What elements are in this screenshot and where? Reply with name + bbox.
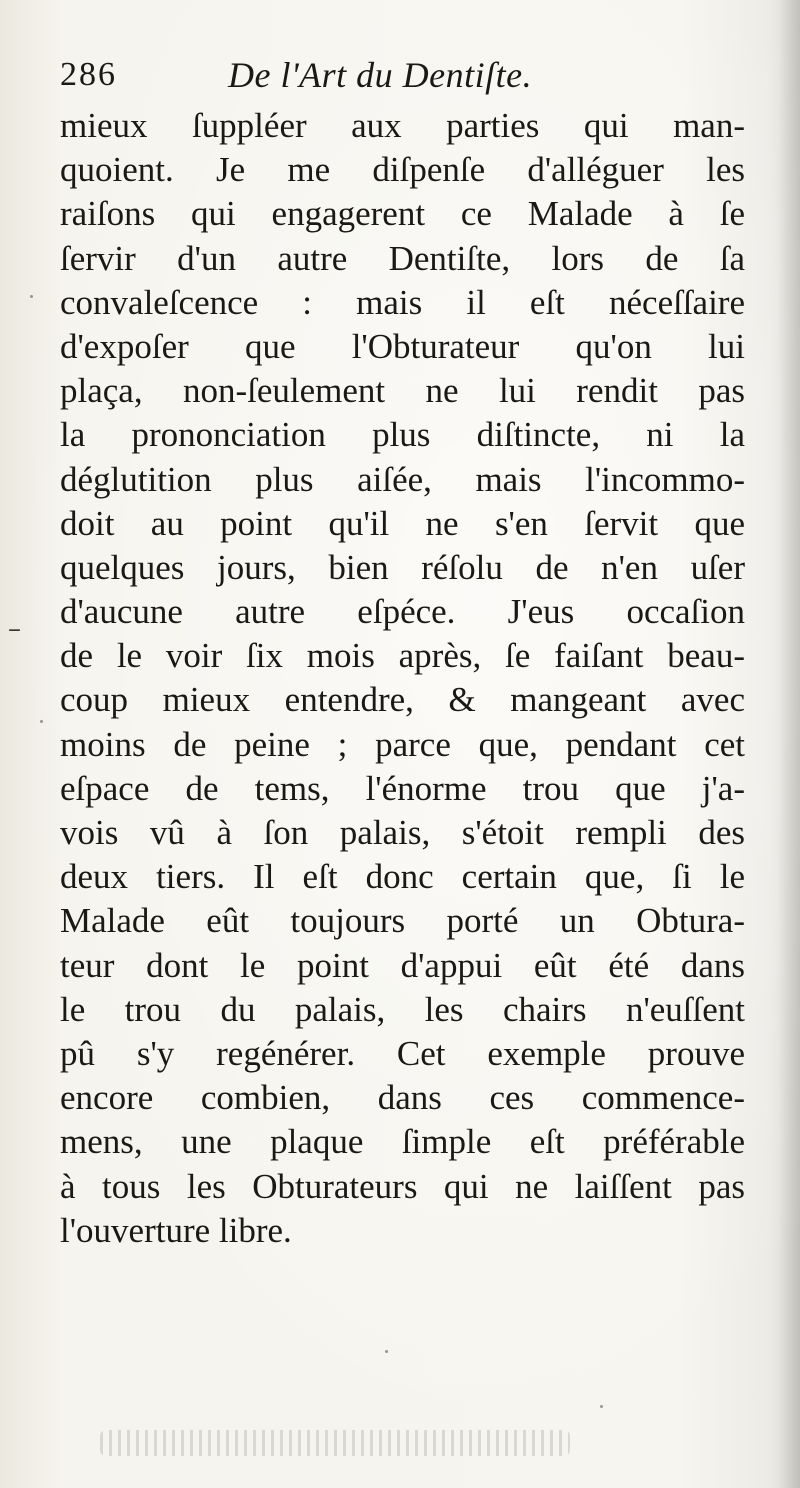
paper-speck xyxy=(30,295,33,298)
page-header xyxy=(60,50,750,100)
text-line: d'expoſer que l'Obturateur qu'on lui xyxy=(60,326,745,366)
text-line: d'aucune autre eſpéce. J'eus occaſion xyxy=(60,592,745,632)
text-line: pû s'y regénérer. Cet exemple prouve xyxy=(60,1033,745,1073)
text-line: eſpace de tems, l'énorme trou que j'a- xyxy=(60,768,745,808)
text-line: doit au point qu'il ne s'en ſervit que xyxy=(60,503,745,543)
paper-speck xyxy=(40,720,43,723)
text-line: coup mieux entendre, & mangeant avec xyxy=(60,680,745,720)
paper-speck xyxy=(385,1350,388,1353)
text-line: de le voir ſix mois après, ſe faiſant beau- xyxy=(60,636,745,676)
text-line: raiſons qui engagerent ce Malade à ſe xyxy=(60,194,745,234)
text-line: mens, une plaque ſimple eſt préférable xyxy=(60,1122,745,1162)
margin-mark: – xyxy=(8,614,21,644)
text-line: ſervir d'un autre Dentiſte, lors de ſa xyxy=(60,238,745,278)
text-line: le trou du palais, les chairs n'euſſent xyxy=(60,989,745,1029)
page-number: 286 xyxy=(60,56,117,93)
text-line: Malade eût toujours porté un Obtura- xyxy=(60,901,745,941)
text-line: vois vû à ſon palais, s'étoit rempli des xyxy=(60,813,745,852)
text-line: l'ouverture libre. xyxy=(60,1210,292,1250)
ink-smudge xyxy=(100,1430,570,1456)
page-gutter-shadow xyxy=(778,0,800,1488)
text-line: quoient. Je me diſpenſe d'alléguer les xyxy=(60,150,745,190)
text-line: teur dont le point d'appui eût été dans xyxy=(60,945,745,985)
text-line: encore combien, dans ces commence- xyxy=(60,1078,745,1118)
text-line: deux tiers. Il eſt donc certain que, ſi le xyxy=(60,857,745,897)
text-line: quelques jours, bien réſolu de n'en uſer xyxy=(60,547,745,587)
text-line: moins de peine ; parce que, pendant cet xyxy=(60,724,745,764)
running-title: De l'Art du Dentiſte. xyxy=(228,55,533,95)
text-line: plaça, non-ſeulement ne lui rendit pas xyxy=(60,371,745,411)
text-line: la prononciation plus diſtincte, ni la xyxy=(60,415,745,455)
paper-speck xyxy=(600,1405,603,1408)
body-text xyxy=(60,104,745,1253)
text-line: convaleſcence : mais il eſt néceſſaire xyxy=(60,282,745,322)
text-line: déglutition plus aiſée, mais l'incommo- xyxy=(60,459,745,499)
text-line: à tous les Obturateurs qui ne laiſſent pas xyxy=(60,1166,745,1206)
text-line: mieux ſuppléer aux parties qui man- xyxy=(60,106,745,145)
